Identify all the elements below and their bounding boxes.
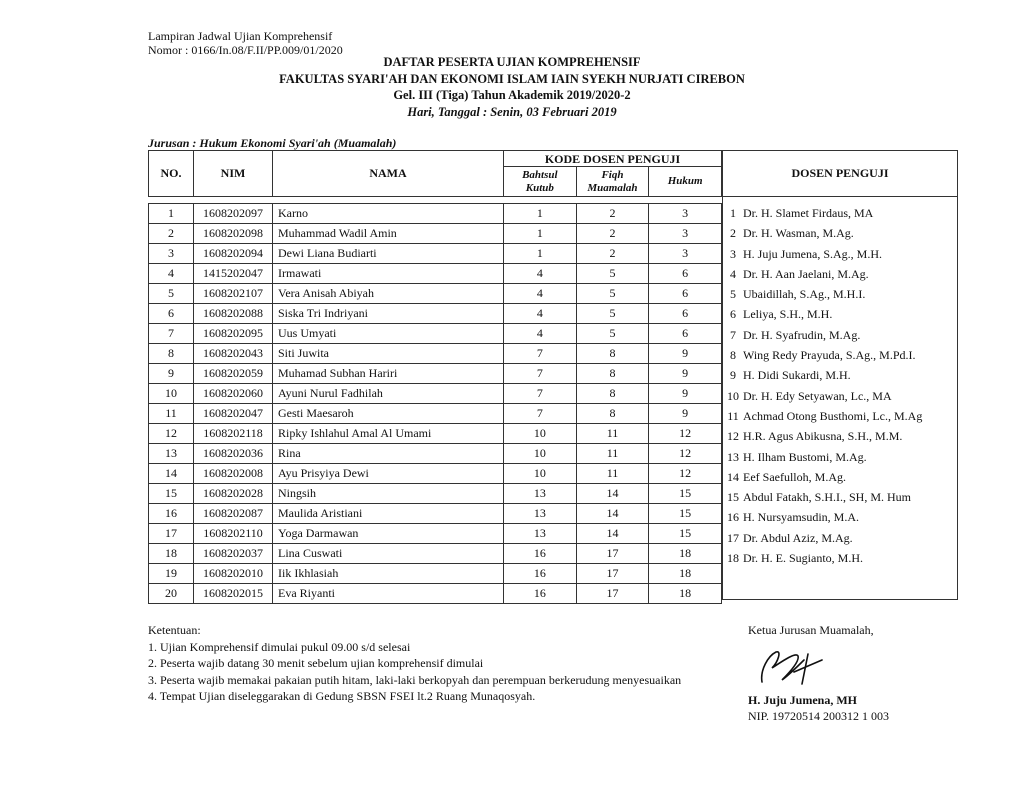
col-header-fiqh-muamalah [576, 167, 649, 197]
examiner-number: 10 [727, 388, 739, 403]
cell-bahtsul: 4 [504, 324, 577, 344]
cell-no: 6 [149, 304, 194, 324]
cell-nim: 1608202097 [194, 204, 273, 224]
examiner-number: 1 [730, 206, 736, 220]
list-item [723, 528, 957, 548]
cell-hukum: 12 [649, 444, 722, 464]
examiner-name: Dr. Abdul Aziz, M.Ag. [743, 530, 853, 545]
table-row [149, 304, 722, 324]
table-row [149, 484, 722, 504]
cell-fiqh: 17 [576, 544, 649, 564]
examiner-name: Dr. H. Syafrudin, M.Ag. [743, 327, 861, 342]
cell-fiqh: 5 [576, 324, 649, 344]
col-header-dosen-penguji: DOSEN PENGUJI [723, 151, 958, 197]
col-header-bahtsul-kutub [504, 167, 577, 197]
cell-fiqh: 14 [576, 504, 649, 524]
cell-hukum: 18 [649, 544, 722, 564]
cell-fiqh: 5 [576, 264, 649, 284]
list-item [723, 345, 957, 365]
cell-fiqh: 8 [576, 384, 649, 404]
cell-no: 13 [149, 444, 194, 464]
table-row [149, 404, 722, 424]
cell-no: 3 [149, 244, 194, 264]
table-row [149, 244, 722, 264]
table-row [149, 544, 722, 564]
examiner-number: 15 [727, 490, 739, 505]
table-row [149, 284, 722, 304]
table-row [149, 224, 722, 244]
cell-hukum: 9 [649, 384, 722, 404]
examiner-name: Wing Redy Prayuda, S.Ag., M.Pd.I. [743, 348, 916, 363]
rule-item: 2. Peserta wajib datang 30 menit sebelum ujian komprehensif dimulai [148, 656, 484, 670]
cell-hukum: 3 [649, 204, 722, 224]
cell-hukum: 9 [649, 364, 722, 384]
examiner-name: Eef Saefulloh, M.Ag. [743, 469, 846, 484]
cell-no: 8 [149, 344, 194, 364]
cell-hukum: 9 [649, 344, 722, 364]
list-item [723, 467, 957, 487]
examiner-name: Dr. H. Slamet Firdaus, MA [743, 206, 874, 220]
examiner-name: H. Didi Sukardi, M.H. [743, 368, 851, 383]
cell-bahtsul: 1 [504, 204, 577, 224]
cell-hukum: 6 [649, 304, 722, 324]
title-date: Hari, Tanggal : Senin, 03 Februari 2019 [407, 104, 617, 119]
cell-nim: 1608202008 [194, 464, 273, 484]
cell-bahtsul: 1 [504, 244, 577, 264]
cell-nama: Rina [273, 444, 504, 464]
cell-nim: 1415202047 [194, 264, 273, 284]
examiner-number: 9 [730, 368, 736, 383]
cell-no: 14 [149, 464, 194, 484]
table-row [149, 364, 722, 384]
cell-bahtsul: 1 [504, 224, 577, 244]
examiner-number: 2 [730, 226, 736, 241]
list-item [723, 507, 957, 527]
list-item [723, 447, 957, 467]
examiner-name: Leliya, S.H., M.H. [743, 307, 833, 322]
examiner-name: H. Nursyamsudin, M.A. [743, 510, 859, 525]
examiner-name: H. Ilham Bustomi, M.Ag. [743, 449, 867, 464]
cell-bahtsul: 10 [504, 464, 577, 484]
examiner-number: 17 [727, 530, 739, 545]
cell-bahtsul: 13 [504, 484, 577, 504]
cell-hukum: 12 [649, 424, 722, 444]
examiner-name: Achmad Otong Busthomi, Lc., M.Ag [743, 408, 923, 423]
bahtsul-line2: Kutub [525, 181, 554, 194]
cell-no: 2 [149, 224, 194, 244]
cell-hukum: 6 [649, 284, 722, 304]
cell-fiqh: 17 [576, 564, 649, 584]
examiner-name: Ubaidillah, S.Ag., M.H.I. [743, 287, 866, 302]
cell-nama: Ayuni Nurul Fadhilah [273, 384, 504, 404]
cell-fiqh: 2 [576, 244, 649, 264]
cell-nama: Dewi Liana Budiarti [273, 244, 504, 264]
cell-no: 18 [149, 544, 194, 564]
cell-bahtsul: 13 [504, 524, 577, 544]
cell-hukum: 6 [649, 264, 722, 284]
examiner-list [723, 197, 958, 600]
cell-no: 12 [149, 424, 194, 444]
cell-nama: Irmawati [273, 264, 504, 284]
examiner-number: 8 [730, 348, 736, 363]
cell-bahtsul: 10 [504, 424, 577, 444]
list-item [723, 244, 957, 264]
cell-fiqh: 8 [576, 404, 649, 424]
list-item [723, 386, 957, 406]
examiner-number: 3 [730, 246, 736, 261]
table-spacer [149, 197, 722, 204]
cell-nama: Maulida Aristiani [273, 504, 504, 524]
list-item [723, 426, 957, 446]
cell-fiqh: 11 [576, 424, 649, 444]
participants-table [148, 150, 722, 604]
cell-nama: Ayu Prisyiya Dewi [273, 464, 504, 484]
cell-nim: 1608202098 [194, 224, 273, 244]
cell-nama: Muhammad Wadil Amin [273, 224, 504, 244]
bahtsul-line1: Bahtsul [522, 168, 558, 181]
cell-bahtsul: 7 [504, 404, 577, 424]
cell-fiqh: 8 [576, 344, 649, 364]
examiner-name: Dr. H. E. Sugianto, M.H. [743, 551, 863, 566]
cell-fiqh: 11 [576, 444, 649, 464]
cell-nim: 1608202088 [194, 304, 273, 324]
cell-fiqh: 14 [576, 524, 649, 544]
cell-hukum: 15 [649, 504, 722, 524]
cell-nim: 1608202047 [194, 404, 273, 424]
cell-bahtsul: 7 [504, 364, 577, 384]
attachment-label: Lampiran Jadwal Ujian Komprehensif [148, 29, 333, 43]
examiner-name: H. Juju Jumena, S.Ag., M.H. [743, 246, 883, 261]
cell-bahtsul: 4 [504, 284, 577, 304]
examiner-number: 7 [730, 327, 736, 342]
cell-fiqh: 5 [576, 304, 649, 324]
cell-nim: 1608202037 [194, 544, 273, 564]
table-row [149, 264, 722, 284]
cell-nama: Eva Riyanti [273, 584, 504, 604]
cell-nama: Ningsih [273, 484, 504, 504]
table-row [149, 564, 722, 584]
examiner-number: 4 [730, 266, 736, 281]
list-item [723, 304, 957, 324]
list-item [723, 406, 957, 426]
examiner-name: Abdul Fatakh, S.H.I., SH, M. Hum [743, 490, 912, 505]
cell-nama: Ripky Ishlahul Amal Al Umami [273, 424, 504, 444]
cell-nim: 1608202028 [194, 484, 273, 504]
cell-no: 5 [149, 284, 194, 304]
title-main: DAFTAR PESERTA UJIAN KOMPREHENSIF [383, 55, 641, 69]
col-header-nim: NIM [194, 151, 273, 197]
cell-hukum: 15 [649, 524, 722, 544]
cell-nama: Iik Ikhlasiah [273, 564, 504, 584]
table-row [149, 344, 722, 364]
cell-fiqh: 8 [576, 364, 649, 384]
rule-item: 1. Ujian Komprehensif dimulai pukul 09.00 s/d selesai [148, 639, 411, 654]
table-row [149, 504, 722, 524]
list-item [723, 365, 957, 385]
cell-nim: 1608202087 [194, 504, 273, 524]
cell-fiqh: 5 [576, 284, 649, 304]
rule-item: 4. Tempat Ujian diseleggarakan di Gedung SBSN FSEI lt.2 Ruang Munaqosyah. [148, 689, 536, 703]
col-header-hukum: Hukum [649, 167, 722, 197]
examiner-name: H.R. Agus Abikusna, S.H., M.M. [743, 429, 903, 444]
cell-no: 20 [149, 584, 194, 604]
cell-bahtsul: 7 [504, 344, 577, 364]
signature-name: H. Juju Jumena, MH [748, 693, 858, 707]
table-row [149, 584, 722, 604]
signature-nip: NIP. 19720514 200312 1 003 [748, 709, 890, 723]
cell-fiqh: 2 [576, 224, 649, 244]
list-item [723, 487, 957, 507]
cell-nama: Muhamad Subhan Hariri [273, 364, 504, 384]
examiner-name: Dr. H. Wasman, M.Ag. [743, 226, 854, 241]
cell-no: 15 [149, 484, 194, 504]
cell-nim: 1608202094 [194, 244, 273, 264]
examiner-number: 11 [727, 408, 739, 423]
examiner-number: 6 [730, 307, 736, 322]
cell-hukum: 15 [649, 484, 722, 504]
cell-nim: 1608202095 [194, 324, 273, 344]
cell-no: 19 [149, 564, 194, 584]
cell-hukum: 3 [649, 244, 722, 264]
table-row [149, 204, 722, 224]
document-titles [0, 54, 1024, 120]
table-row [149, 524, 722, 544]
examiner-number: 13 [727, 449, 739, 464]
cell-nim: 1608202036 [194, 444, 273, 464]
cell-nama: Yoga Darmawan [273, 524, 504, 544]
cell-nim: 1608202015 [194, 584, 273, 604]
list-item [723, 203, 957, 223]
cell-nim: 1608202107 [194, 284, 273, 304]
examiner-table [722, 150, 958, 600]
col-header-kode-dosen: KODE DOSEN PENGUJI [504, 151, 722, 167]
cell-nim: 1608202110 [194, 524, 273, 544]
rules-section [148, 622, 681, 705]
jurusan-label: Jurusan : Hukum Ekonomi Syari'ah (Muamalah) [148, 136, 397, 150]
cell-bahtsul: 16 [504, 584, 577, 604]
cell-no: 9 [149, 364, 194, 384]
list-item [723, 548, 957, 568]
cell-hukum: 18 [649, 584, 722, 604]
cell-nama: Uus Umyati [273, 324, 504, 344]
cell-no: 16 [149, 504, 194, 524]
examiner-number: 12 [727, 429, 739, 444]
examiner-number: 16 [727, 510, 739, 525]
rule-item: 3. Peserta wajib memakai pakaian putih hitam, laki-laki berkopyah dan perempuan berkerudung menyesuaikan [148, 672, 682, 687]
cell-nama: Karno [273, 204, 504, 224]
title-faculty: FAKULTAS SYARI'AH DAN EKONOMI ISLAM IAIN SYEKH NURJATI CIREBON [279, 71, 745, 86]
cell-hukum: 3 [649, 224, 722, 244]
examiner-name: Dr. H. Edy Setyawan, Lc., MA [743, 388, 892, 403]
cell-nim: 1608202043 [194, 344, 273, 364]
fiqh-line2: Muamalah [587, 181, 638, 194]
cell-bahtsul: 16 [504, 564, 577, 584]
document-number: Nomor : 0166/In.08/F.II/PP.009/01/2020 [148, 43, 343, 57]
cell-fiqh: 11 [576, 464, 649, 484]
cell-no: 17 [149, 524, 194, 544]
cell-no: 4 [149, 264, 194, 284]
cell-no: 7 [149, 324, 194, 344]
fiqh-line1: Fiqh [601, 168, 624, 181]
cell-no: 11 [149, 404, 194, 424]
cell-nim: 1608202118 [194, 424, 273, 444]
table-row [149, 464, 722, 484]
list-item [723, 284, 957, 304]
signature-block [748, 622, 889, 724]
cell-hukum: 9 [649, 404, 722, 424]
table-row [149, 324, 722, 344]
rules-title: Ketentuan: [148, 623, 201, 637]
cell-no: 1 [149, 204, 194, 224]
table-row [149, 444, 722, 464]
examiner-number: 5 [730, 287, 736, 302]
cell-bahtsul: 4 [504, 264, 577, 284]
examiner-number: 18 [727, 551, 739, 566]
cell-bahtsul: 10 [504, 444, 577, 464]
cell-fiqh: 14 [576, 484, 649, 504]
col-header-no: NO. [149, 151, 194, 197]
cell-fiqh: 17 [576, 584, 649, 604]
list-item [723, 325, 957, 345]
col-header-nama: NAMA [273, 151, 504, 197]
cell-nim: 1608202060 [194, 384, 273, 404]
cell-hukum: 18 [649, 564, 722, 584]
cell-nama: Lina Cuswati [273, 544, 504, 564]
cell-nama: Vera Anisah Abiyah [273, 284, 504, 304]
cell-nama: Siti Juwita [273, 344, 504, 364]
examiner-name: Dr. H. Aan Jaelani, M.Ag. [743, 266, 869, 281]
list-item [723, 264, 957, 284]
cell-bahtsul: 13 [504, 504, 577, 524]
cell-nama: Gesti Maesaroh [273, 404, 504, 424]
cell-hukum: 6 [649, 324, 722, 344]
cell-hukum: 12 [649, 464, 722, 484]
cell-fiqh: 2 [576, 204, 649, 224]
table-row [149, 424, 722, 444]
table-row [149, 384, 722, 404]
signature-role: Ketua Jurusan Muamalah, [748, 623, 874, 637]
handwritten-signature-icon [756, 642, 846, 690]
cell-no: 10 [149, 384, 194, 404]
cell-bahtsul: 7 [504, 384, 577, 404]
cell-bahtsul: 4 [504, 304, 577, 324]
cell-bahtsul: 16 [504, 544, 577, 564]
list-item [723, 223, 957, 243]
cell-nim: 1608202010 [194, 564, 273, 584]
cell-nama: Siska Tri Indriyani [273, 304, 504, 324]
examiner-number: 14 [727, 469, 739, 484]
cell-nim: 1608202059 [194, 364, 273, 384]
title-gelombang: Gel. III (Tiga) Tahun Akademik 2019/2020-2 [393, 88, 631, 102]
